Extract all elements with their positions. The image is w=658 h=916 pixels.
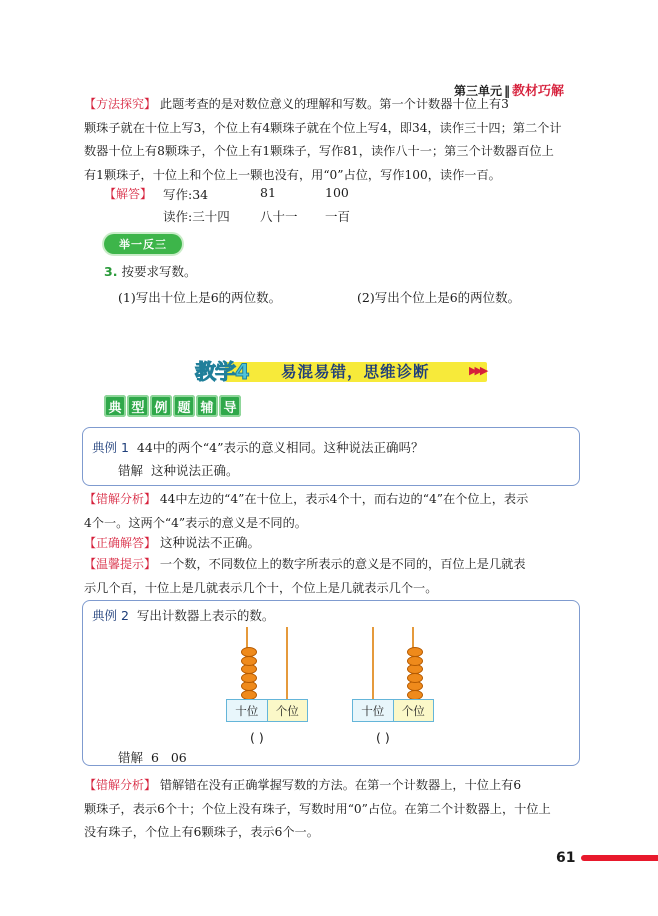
subbanner-char: 题 xyxy=(173,395,195,417)
example-2-label: 典例 2 xyxy=(92,608,129,623)
abacus-2-ones-bead xyxy=(407,681,423,691)
subbanner-char: 典 xyxy=(104,395,126,417)
example-1-label: 典例 1 xyxy=(92,440,129,455)
abacus-1-tens-bead xyxy=(241,673,257,683)
example-2-wrong-line xyxy=(118,748,187,766)
question-3-item-1: (1)写出十位上是6的两位数。 xyxy=(118,290,282,305)
banner-number: 4 xyxy=(235,360,249,384)
analysis-1-line-2: 4个一。这两个“4”表示的意义是不同的。 xyxy=(84,515,307,530)
example-1-question: 44中的两个“4”表示的意义相同。这种说法正确吗？ xyxy=(136,440,424,455)
example-2-box xyxy=(82,600,580,766)
method-line-3: 数器十位上有8颗珠子，个位上有1颗珠子，写作81，读作八十一；第三个计数器百位上 xyxy=(84,144,554,158)
page-number: 61 xyxy=(556,850,576,866)
method-line-2: 颗珠子就在十位上写3，个位上有4颗珠子就在个位上写4，即34，读作三十四；第二个计 xyxy=(84,120,562,135)
example-1-question-line xyxy=(92,438,424,456)
answer-tag-wrap xyxy=(104,185,152,202)
subbanner-char: 辅 xyxy=(196,395,218,417)
answer-write-2: 81 xyxy=(260,185,276,200)
example-2-wrong-label: 错解 xyxy=(118,750,144,765)
abacus-1-tens-bead xyxy=(241,656,257,666)
method-paragraph xyxy=(84,93,581,187)
answer-read-1: 读作:三十四 xyxy=(163,209,230,224)
answer-read-3: 一百 xyxy=(325,209,351,224)
correct-answer-line xyxy=(84,533,260,551)
abacus-1-tens-bead xyxy=(241,664,257,674)
answer-write-1: 写作:34 xyxy=(163,187,209,202)
subbanner-char: 导 xyxy=(219,395,241,417)
abacus-2-ones-bead xyxy=(407,647,423,657)
example-1-wrong-line xyxy=(118,461,238,479)
example-1-wrong-label: 错解 xyxy=(118,463,144,478)
abacus-2-place-labels xyxy=(352,699,434,722)
abacus-2-tens-rod xyxy=(372,627,374,699)
method-line-1: 此题考查的是对数位意义的理解和写数。第一个计数器十位上有3 xyxy=(159,97,509,111)
abacus-1-place-labels xyxy=(226,699,308,722)
abacus-2-ones-bead xyxy=(407,656,423,666)
abacus-1-ones-rod xyxy=(286,627,288,699)
footer-accent-bar xyxy=(581,855,658,861)
abacus-2-ones-bead xyxy=(407,664,423,674)
abacus-2-ones-bead xyxy=(407,673,423,683)
section-title: 教材巧解 xyxy=(512,84,565,99)
method-tag: 【方法探究】 xyxy=(84,97,157,111)
answer-tag: 【解答】 xyxy=(104,187,153,201)
analysis-2-line-2: 颗珠子，表示6个十；个位上没有珠子，写数时用“0”占位。在第二个计数器上，十位上 xyxy=(84,801,551,816)
question-3-item-2: (2)写出个位上是6的两位数。 xyxy=(357,290,521,305)
subbanner-char: 例 xyxy=(150,395,172,417)
analysis-2-line-1: 错解错在没有正确掌握写数的方法。在第一个计数器上，十位上有6 xyxy=(159,778,522,792)
unit-label: 第三单元 xyxy=(454,84,503,98)
analysis-1-tag: 【错解分析】 xyxy=(84,492,157,506)
question-3-title xyxy=(104,262,196,280)
correct-answer-tag: 【正确解答】 xyxy=(84,536,157,550)
answer-read-2: 八十一 xyxy=(260,209,298,224)
abacus-2-answer-parens: ( ) xyxy=(376,730,390,745)
example-2-question-line xyxy=(92,606,274,624)
tip-line-2: 示几个百，十位上是几就表示几个十，个位上是几就表示几个一。 xyxy=(84,580,438,595)
tip-paragraph xyxy=(84,553,581,600)
example-2-wrong-text: 6 06 xyxy=(150,750,187,765)
banner-prefix: 教学4 xyxy=(195,360,249,384)
analysis-2-line-3: 没有珠子，个位上有6颗珠子，表示6个一。 xyxy=(84,825,319,839)
banner-title: 易混易错，思维诊断 xyxy=(281,363,430,381)
banner-arrows-icon: ▶▶▶ xyxy=(469,364,486,377)
answer-write-3: 100 xyxy=(325,185,349,200)
abacus-1-ones-label: 个位 xyxy=(267,700,308,721)
abacus-1 xyxy=(226,627,308,722)
analysis-2-tag: 【错解分析】 xyxy=(84,778,157,792)
question-3-number: 3. xyxy=(104,264,118,279)
section-banner xyxy=(195,356,493,384)
example-2-question: 写出计数器上表示的数。 xyxy=(136,608,275,623)
abacus-2-tens-label: 十位 xyxy=(361,703,385,718)
tip-line-1: 一个数，不同数位上的数字所表示的意义是不同的，百位上是几就表 xyxy=(159,557,526,571)
typical-examples-banner xyxy=(104,395,242,417)
abacus-2-ones-label: 个位 xyxy=(393,700,434,721)
example-1-wrong-text: 这种说法正确。 xyxy=(150,463,239,478)
subbanner-char: 型 xyxy=(127,395,149,417)
analysis-1-paragraph xyxy=(84,488,581,535)
header-separator: ‖ xyxy=(504,84,511,98)
abacus-1-answer-parens: ( ) xyxy=(250,730,264,745)
abacus-1-tens-bead xyxy=(241,681,257,691)
abacus-2 xyxy=(352,627,434,722)
method-line-4: 有1颗珠子，十位上和个位上一颗也没有，用“0”占位，写作100，读作一百。 xyxy=(84,167,501,182)
analysis-2-paragraph xyxy=(84,774,581,845)
abacus-1-tens-label: 十位 xyxy=(235,703,259,718)
tip-tag: 【温馨提示】 xyxy=(84,557,157,571)
question-3-text: 按要求写数。 xyxy=(121,264,197,279)
abacus-1-tens-bead xyxy=(241,647,257,657)
analysis-1-line-1: 44中左边的“4”在十位上，表示4个十，而右边的“4”在个位上，表示 xyxy=(159,492,529,506)
correct-answer-text: 这种说法不正确。 xyxy=(160,535,261,550)
juyi-badge: 举一反三 xyxy=(104,234,182,254)
